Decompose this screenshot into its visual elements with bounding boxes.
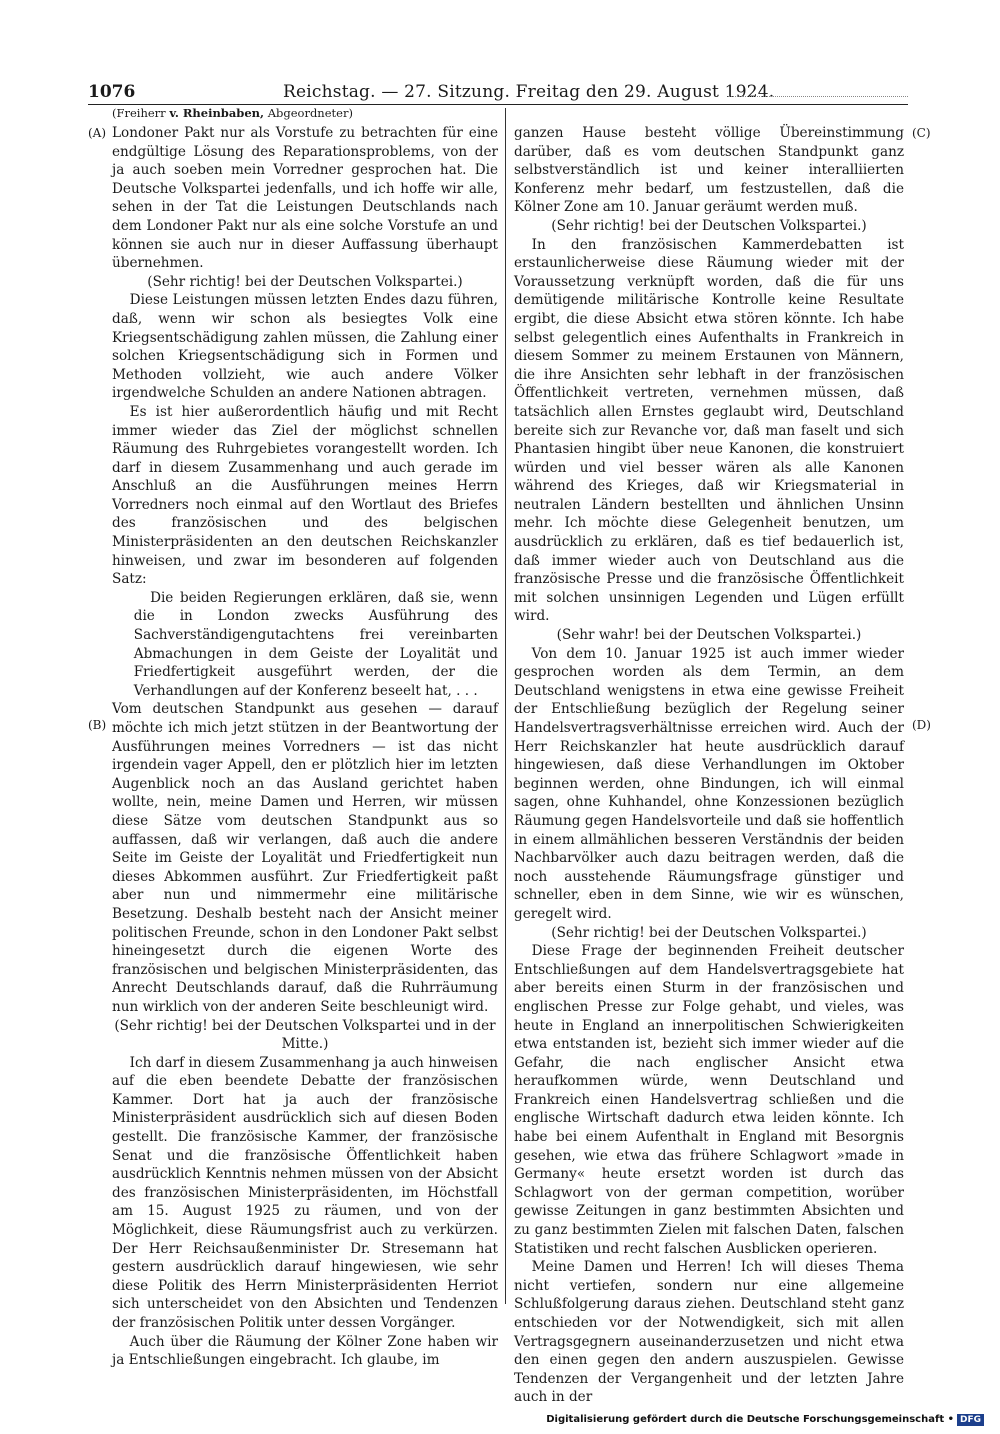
credit-text: Digitalisierung gefördert durch die Deutsche Forschungsgemeinschaft • — [546, 1414, 954, 1425]
margin-marker-b: (B) — [88, 718, 107, 732]
page-header — [88, 82, 908, 105]
quotation: Die beiden Regierungen erklären, daß sie, wenn die in London zwecks Ausführung des Sachverständigengutachtens frei vereinbarten Abmachungen in dem Geiste der Loyalität und Friedfertigkeit ausgeführt werden, der die Verhandlungen auf der Konferenz beseelt hat, . . . — [133, 589, 498, 699]
paragraph: Es ist hier außerordentlich häufig und mit Recht immer wieder das Ziel der möglichst schnellen Räumung des Ruhrgebietes vorangestellt worden. Ich darf in diesem Zusammenhang und auch gerade im Anschluß an die Ausführungen meines Herrn Vorredners noch einmal auf den Wortlaut des Briefes des französischen und des belgischen Ministerpräsidenten an den deutschen Reichskanzler hinweisen, und zwar im besonderen auf folgenden Satz: — [112, 403, 498, 588]
dfg-logo: DFG — [957, 1414, 984, 1426]
right-column — [514, 124, 904, 1407]
paragraph: ganzen Hause besteht völlige Übereinstimmung darüber, daß es vom deutschen Standpunkt ganz selbstverständlich ist und keiner interalliierten Konferenz mehr bedarf, um festzustellen, daß die Kölner Zone am 10. Januar geräumt werden muß. — [514, 125, 904, 216]
digitization-credit — [546, 1414, 984, 1426]
margin-marker-a: (A) — [88, 126, 107, 140]
paragraph: Vom deutschen Standpunkt aus gesehen — darauf möchte ich mich jetzt stützen in der Beantwortung der Ausführungen meines Vorredners — ist das nicht irgendein vager Appell, den er plötzlich hier im letzten Augenblick noch an das Ausland gerichtet haben wollte, nein, meine Damen und Herren, wir müssen diese Sätze vom deutschen Standpunkt aus so auffassen, daß wir verlangen, daß auch die andere Seite im Geiste der Loyalität und Friedfertigkeit nun dieses Abkommen ausführt. Zur Friedfertigkeit paßt aber nun und nimmermehr eine militärische Besetzung. Deshalb besteht nach der Ansicht meiner politischen Freunde, schon in den Londoner Pakt selbst hineingesetzt durch die eigenen Worte des französischen und belgischen Ministerpräsidenten, das Anrecht Deutschlands darauf, daß die Ruhrräumung nun wirklich von der anderen Seite beschleunigt wird. — [112, 701, 498, 1015]
running-title: Reichstag. — 27. Sitzung. Freitag den 29. August 1924. — [283, 82, 775, 102]
page-number: 1076 — [88, 82, 136, 102]
column-divider — [505, 108, 506, 1304]
header-rule — [728, 96, 908, 97]
speaker-name: v. Rheinbaben, — [169, 106, 265, 120]
speaker-suffix: Abgeordneter) — [267, 106, 353, 120]
paragraph: Diese Frage der beginnenden Freiheit deutscher Entschließungen auf dem Handelsvertragsgebiete hat aber bereits einen Sturm in der französischen und englischen Presse zur Folge gehabt, und vieles, was heute in England an innerpolitischen Schwierigkeiten etwa entstanden ist, bezieht sich immer wieder auf die Gefahr, die nach englischer Ansicht etwa heraufkommen würde, wenn Deutschland und Frankreich einen Handelsvertrag schließen und die englische Wirtschaft dadurch etwa leiden könnte. Ich habe bei einem Aufenthalt in England mit Besorgnis gesehen, wie etwa das frühere Schlagwort »made in Germany« heute ersetzt worden ist durch das Schlagwort von der german competition, worüber gewisse Zeitungen in ganz bestimmten Absichten und zu ganz bestimmten Zielen mit falschen Daten, falschen Statistiken und recht falschen Ausblicken operieren. — [514, 943, 904, 1257]
speaker-prefix: (Freiherr — [112, 106, 166, 120]
paragraph: Auch über die Räumung der Kölner Zone haben wir ja Entschließungen eingebracht. Ich glaube, im — [112, 1333, 498, 1369]
paragraph: In den französischen Kammerdebatten ist erstaunlicherweise diese Räumung wieder mit der Voraussetzung verknüpft worden, daß die für uns demütigende militärische Kontrolle keine Resultate ergibt, die diese Absicht etwa stören könnte. Ich habe selbst gelegentlich eines Aufenthalts in Frankreich in diesem Sommer zu meinem Erstaunen von Männern, die ihre Ansichten sehr lebhaft in der französischen Öffentlichkeit vertreten, vernehmen müssen, daß tatsächlich allen Ernstes geglaubt wird, Deutschland bereite sich zur Revanche vor, daß man faselt und sich Phantasien hingibt über neue Kanonen, die konstruiert würden und viel besser wären als alle Kanonen während des Krieges, daß wir Kriegsmaterial in neutralen Ländern bestellten und ähnlichen Unsinn mehr. Ich möchte diese Gelegenheit benutzen, um ausdrücklich zu erklären, daß es tief bedauerlich ist, daß immer wieder auch von Deutschland aus die französische Presse und die französische Öffentlichkeit mit solchen unsinnigen Legenden und Lügen erfüllt wird. — [514, 236, 904, 625]
paragraph: Londoner Pakt nur als Vorstufe zu betrachten für eine endgültige Lösung des Reparationsproblems, von der ja auch soeben mein Vorredner gesprochen hat. Die Deutsche Volkspartei jedenfalls, und ich hoffe wir alle, sehen in der Tat die Leistungen Deutschlands nach dem Londoner Pakt nur als eine solche Vorstufe an und können sie auch nur in dieser Auffassung überhaupt übernehmen. — [112, 125, 498, 272]
audience-reaction: (Sehr richtig! bei der Deutschen Volkspartei und in der Mitte.) — [114, 1017, 496, 1053]
paragraph: Meine Damen und Herren! Ich will dieses Thema nicht vertiefen, sondern nur eine allgemeine Schlußfolgerung daraus ziehen. Deutschland steht ganz entschieden vor der Notwendigkeit, sich mit allen Vertragsgegnern auseinanderzusetzen und nicht etwa den einen gegen den andern auszuspielen. Gewisse Tendenzen der Vergangenheit und der letzten Jahre auch in der — [514, 1259, 904, 1406]
audience-reaction: (Sehr wahr! bei der Deutschen Volkspartei.) — [556, 627, 862, 644]
audience-reaction: (Sehr richtig! bei der Deutschen Volkspartei.) — [551, 217, 867, 234]
audience-reaction: (Sehr richtig! bei der Deutschen Volkspartei.) — [551, 924, 867, 941]
paragraph: Diese Leistungen müssen letzten Endes dazu führen, daß, wenn wir schon als besiegtes Volk eine Kriegsentschädigung zahlen müssen, die Zahlung einer solchen Kriegsentschädigung sich in Formen und Methoden vollzieht, wie auch andere Völker irgendwelche Schulden an andere Nationen abtragen. — [112, 292, 498, 402]
paragraph: Von dem 10. Januar 1925 ist auch immer wieder gesprochen worden als dem Termin, an dem Deutschland wenigstens in etwa eine gewisse Freiheit der Entschließung bezüglich der Regelung seiner Handelsvertragsverhältnisse erreichen wird. Auch der Herr Reichskanzler hat heute ausdrücklich darauf hingewiesen, daß diese Verhandlungen im Oktober beginnen werden, ohne Bindungen, ich will einmal sagen, ohne Kuhhandel, ohne Konzessionen bezüglich Räumung gegen Handelsvorteile und daß sie hoffentlich in einem allmählichen besseren Verständnis der beiden Nachbarvölker auch dazu beitragen werden, daß die noch ausstehende Räumungsfrage günstiger und schneller, eben in dem Sinne, wie wir es wünschen, geregelt wird. — [514, 645, 904, 922]
audience-reaction: (Sehr richtig! bei der Deutschen Volkspartei.) — [147, 273, 463, 290]
margin-marker-d: (D) — [912, 718, 931, 732]
margin-marker-c: (C) — [912, 126, 931, 140]
speaker-line — [112, 106, 353, 120]
paragraph: Ich darf in diesem Zusammenhang ja auch hinweisen auf die eben beendete Debatte der französischen Kammer. Dort hat ja auch der französische Ministerpräsident ausdrücklich sich auf diesen Boden gestellt. Die französische Kammer, der französische Senat und die französische Öffentlichkeit haben ausdrücklich Kenntnis nehmen müssen von der Absicht des französischen Ministerpräsidenten, im Höchstfall am 15. August 1925 zu räumen, und von der Möglichkeit, diese Räumungsfrist auch zu verkürzen. Der Herr Reichsaußenminister Dr. Stresemann hat gestern ausdrücklich darauf hingewiesen, wie sehr diese Politik des Herrn Ministerpräsidenten Herriot sich unterscheidet von den Absichten und Tendenzen der französischen Politik unter dessen Vorgänger. — [112, 1054, 498, 1331]
left-column — [112, 124, 498, 1370]
